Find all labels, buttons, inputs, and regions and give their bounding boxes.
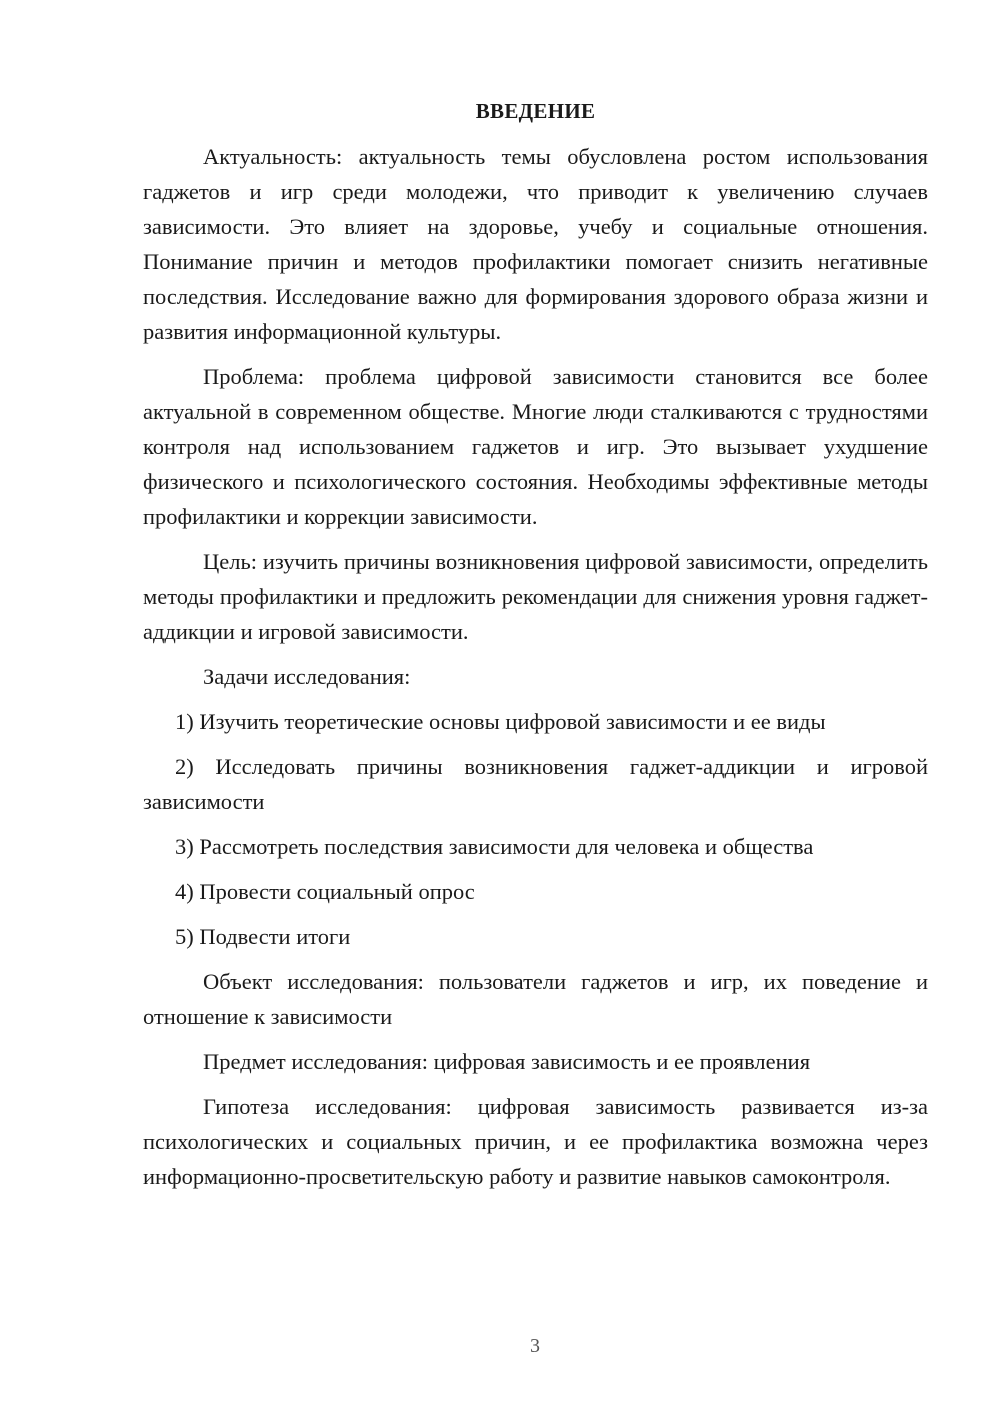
paragraph-relevance: Актуальность: актуальность темы обусловлена ростом использования гаджетов и игр среди молодежи, что приводит к увеличению случаев зависимости. Это влияет на здоровье, учебу и социальные отношения. Понимание причин и методов профилактики помогает снизить негативные последствия. Исследование важно для формирования здорового образа жизни и развития информационной культуры. [143,144,928,344]
paragraph-goal: Цель: изучить причины возникновения цифровой зависимости, определить методы профилактики и предложить рекомендации для снижения уровня гаджет-аддикции и игровой зависимости. [143,549,928,644]
task-item-5: 5) Подвести итоги [175,924,351,949]
paragraph-problem: Проблема: проблема цифровой зависимости становится все более актуальной в современном обществе. Многие люди сталкиваются с трудностями контроля над использованием гаджетов и игр. Это вызывает ухудшение физического и психологического состояния. Необходимы эффективные методы профилактики и коррекции зависимости. [143,364,928,529]
tasks-heading: Задачи исследования: [203,664,411,689]
task-item-2: 2) Исследовать причины возникновения гаджет-аддикции и игровой зависимости [143,754,928,814]
page-content [143,96,928,1204]
task-item-3: 3) Рассмотреть последствия зависимости для человека и общества [175,834,814,859]
section-title: ВВЕДЕНИЕ [475,99,596,123]
paragraph-subject: Предмет исследования: цифровая зависимость и ее проявления [203,1049,811,1074]
paragraph-hypothesis: Гипотеза исследования: цифровая зависимость развивается из-за психологических и социальных причин, и ее профилактика возможна через информационно-просветительскую работу и развитие навыков самоконтроля. [143,1094,928,1189]
paragraph-object: Объект исследования: пользователи гаджетов и игр, их поведение и отношение к зависимости [143,969,928,1029]
task-item-4: 4) Провести социальный опрос [175,879,475,904]
task-item-1: 1) Изучить теоретические основы цифровой зависимости и ее виды [175,709,826,734]
page-number: 3 [530,1335,540,1357]
